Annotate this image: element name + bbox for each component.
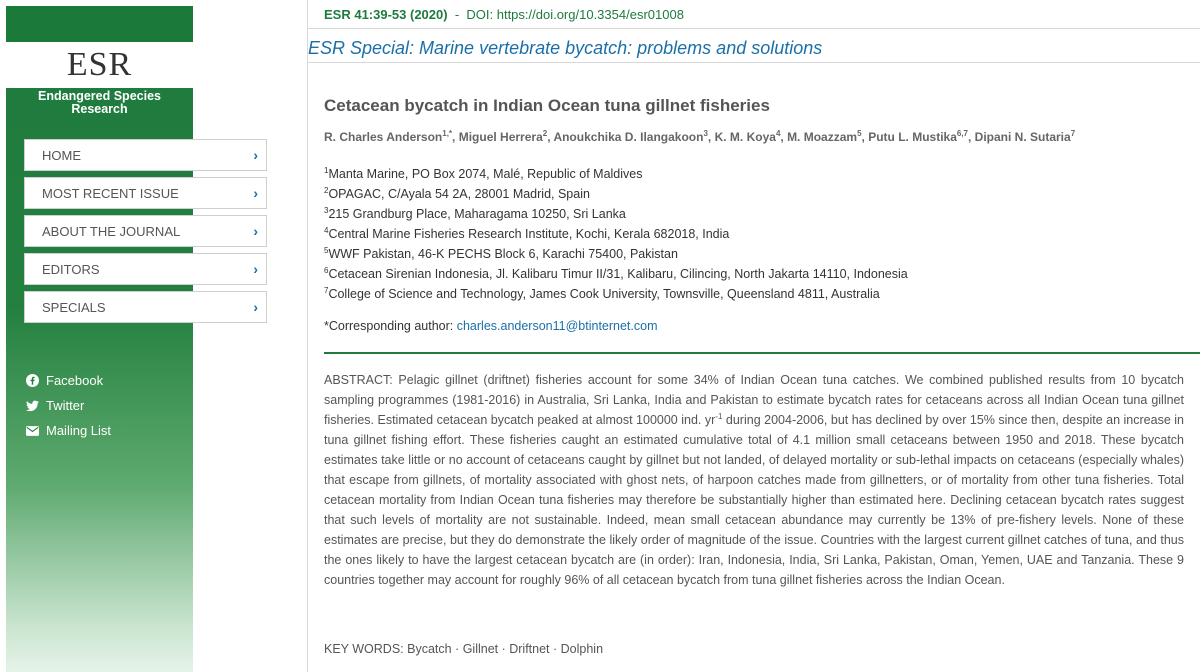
special-title[interactable]: ESR Special: Marine vertebrate bycatch: problems and solutions <box>308 38 823 58</box>
author-sup: 4 <box>775 129 781 138</box>
sidebar <box>6 6 193 672</box>
affiliation <box>324 282 908 302</box>
affiliation-text: Cetacean Sirenian Indonesia, Jl. Kalibaru Timur II/31, Kalibaru, Cilincing, North Jakarta 14110, Indonesia <box>328 267 908 282</box>
facebook-label: Facebook <box>46 373 104 388</box>
content-divider <box>307 0 308 672</box>
nav-item-most-recent-issue[interactable] <box>24 177 267 209</box>
author-sup: 1,* <box>442 129 453 138</box>
logo-band <box>6 6 193 42</box>
chevron-right-icon: › <box>253 185 258 201</box>
affiliation <box>324 162 908 182</box>
special-title-band <box>308 28 1200 63</box>
section-divider <box>324 352 1200 354</box>
journal-logo[interactable] <box>6 42 193 88</box>
corresponding-email-link[interactable]: charles.anderson11@btinternet.com <box>456 319 658 333</box>
affiliation-text: OPAGAC, C/Ayala 54 2A, 28001 Madrid, Spain <box>328 187 590 202</box>
nav-item-home[interactable] <box>24 139 267 171</box>
affiliation-text: WWF Pakistan, 46-K PECHS Block 6, Karachi 75400, Pakistan <box>328 247 678 262</box>
affiliation-sup: 7 <box>324 286 329 295</box>
author-list: R. Charles Anderson$^{1,*}$, Miguel Herrera$^2$, Anoukchika D. Ilangakoon$^3$, K. M. Koya$^4$, M. Moazzam$^5$, Putu L. Mustika$^{6,7}$, Dipani N. Sutaria$^7$ <box>324 129 1076 144</box>
social-links <box>26 368 111 443</box>
chevron-right-icon: › <box>253 299 258 315</box>
nav-item-editors[interactable] <box>24 253 267 285</box>
affiliation-sup: 3 <box>324 206 329 215</box>
affiliation-sup: 1 <box>324 166 329 175</box>
chevron-right-icon: › <box>253 261 258 277</box>
journal-name-line-1: Endangered Species <box>38 89 161 103</box>
affiliation <box>324 262 908 282</box>
affiliation-list <box>324 162 908 302</box>
nav-label: MOST RECENT ISSUE <box>42 185 179 201</box>
facebook-link[interactable] <box>26 368 111 393</box>
author-sup: 7 <box>1070 129 1076 138</box>
chevron-right-icon: › <box>253 147 258 163</box>
author-name: Anoukchika D. Ilangakoon <box>553 130 704 144</box>
keywords: KEY WORDS: Bycatch · Gillnet · Driftnet · Dolphin <box>324 642 604 656</box>
affiliation <box>324 222 908 242</box>
abstract <box>324 370 1184 590</box>
abstract-text-1: ABSTRACT: Pelagic gillnet (driftnet) fisheries account for some 34% of Indian Ocean tuna catches. We combined published results from 10 bycatch sampling programmes (1981-2016) in Australia, Sri Lanka, India and Pakistan to estimate bycatch rates for cetaceans across all Indian Ocean tuna gillnet fisheries. Estimated cetacean bycatch peaked at almost 100000 ind. yr <box>324 373 1184 427</box>
corresponding-author <box>324 319 658 333</box>
affiliation-sup: 4 <box>324 226 329 235</box>
article-title: Cetacean bycatch in Indian Ocean tuna gillnet fisheries <box>324 96 770 115</box>
citation-ref: ESR 41:39-53 (2020) <box>324 7 448 22</box>
nav-label: ABOUT THE JOURNAL <box>42 223 181 239</box>
affiliation-text: 215 Grandburg Place, Maharagama 10250, Sri Lanka <box>328 207 626 222</box>
mailing-list-label: Mailing List <box>46 423 112 438</box>
nav-item-about-the-journal[interactable] <box>24 215 267 247</box>
logo-text: ESR <box>66 46 133 83</box>
citation-separator: - <box>454 7 460 22</box>
nav-label: HOME <box>42 147 81 163</box>
affiliation-text: College of Science and Technology, James Cook University, Townsville, Queensland 4811, Australia <box>328 287 880 302</box>
nav-label: EDITORS <box>42 261 100 277</box>
affiliation <box>324 202 908 222</box>
affiliation-text: Central Marine Fisheries Research Institute, Kochi, Kerala 682018, India <box>328 227 730 242</box>
affiliation <box>324 242 908 262</box>
twitter-icon <box>26 399 39 412</box>
author-sup: 5 <box>857 129 862 138</box>
affiliation-sup: 2 <box>324 186 329 195</box>
nav-item-specials[interactable] <box>24 291 267 323</box>
twitter-label: Twitter <box>46 398 85 413</box>
author-name: K. M. Koya <box>714 130 776 144</box>
corresponding-label: *Corresponding author: <box>324 319 457 333</box>
author-sup: 6,7 <box>956 129 968 138</box>
mailing-list-link[interactable] <box>26 418 111 443</box>
journal-name-line-2: Research <box>71 102 128 116</box>
twitter-link[interactable] <box>26 393 111 418</box>
author-name: R. Charles Anderson <box>324 130 443 144</box>
author-name: Putu L. Mustika <box>868 130 957 144</box>
author-sup: 2 <box>542 129 548 138</box>
affiliation-sup: 5 <box>324 246 329 255</box>
doi-link[interactable]: DOI: https://doi.org/10.3354/esr01008 <box>466 7 684 22</box>
abstract-sup: -1 <box>715 411 723 421</box>
chevron-right-icon: › <box>253 223 258 239</box>
journal-name <box>6 90 193 116</box>
affiliation <box>324 182 908 202</box>
author-name: M. Moazzam <box>787 130 858 144</box>
nav-menu <box>24 139 267 329</box>
affiliation-sup: 6 <box>324 266 329 275</box>
author-name: Miguel Herrera <box>458 130 543 144</box>
author-sup: 3 <box>703 129 708 138</box>
author-name: Dipani N. Sutaria <box>974 130 1071 144</box>
abstract-text-2: during 2004-2006, but has declined by over 15% since then, despite an increase in tuna gillnet fishing effort. These fisheries caught an estimated cumulative total of 4.1 million small cetaceans between 1950 and 2018. These bycatch estimates take little or no account of cetaceans caught by gillnet but not landed, of delayed mortality or sub-lethal impacts on cetaceans (especially whales) that escape from gillnets, of mortality associated with ghost nets, of harpoon catches made from gillnetters, or of mortality from other tuna fisheries. Total cetacean mortality from Indian Ocean tuna fisheries may therefore be substantially higher than estimated here. Declining cetacean bycatch rates suggest that such levels of mortality are not sustainable. Indeed, mean small cetacean abundance may currently be 13% of pre-fishery levels. None of these estimates are precise, but they do demonstrate the likely order of magnitude of the issue. Countries with the largest current gillnet catches of tuna, and thus the ones likely to have the largest cetacean bycatch are (in order): Iran, Indonesia, India, Sri Lanka, Pakistan, Oman, Yemen, UAE and Tanzania. These 9 countries together may account for roughly 96% of all cetacean bycatch from tuna gillnet fisheries across the Indian Ocean. <box>324 413 1184 587</box>
nav-label: SPECIALS <box>42 299 106 315</box>
citation-line <box>324 7 684 22</box>
mail-icon <box>26 424 39 437</box>
affiliation-text: Manta Marine, PO Box 2074, Malé, Republic of Maldives <box>328 167 643 182</box>
facebook-icon <box>26 374 39 387</box>
